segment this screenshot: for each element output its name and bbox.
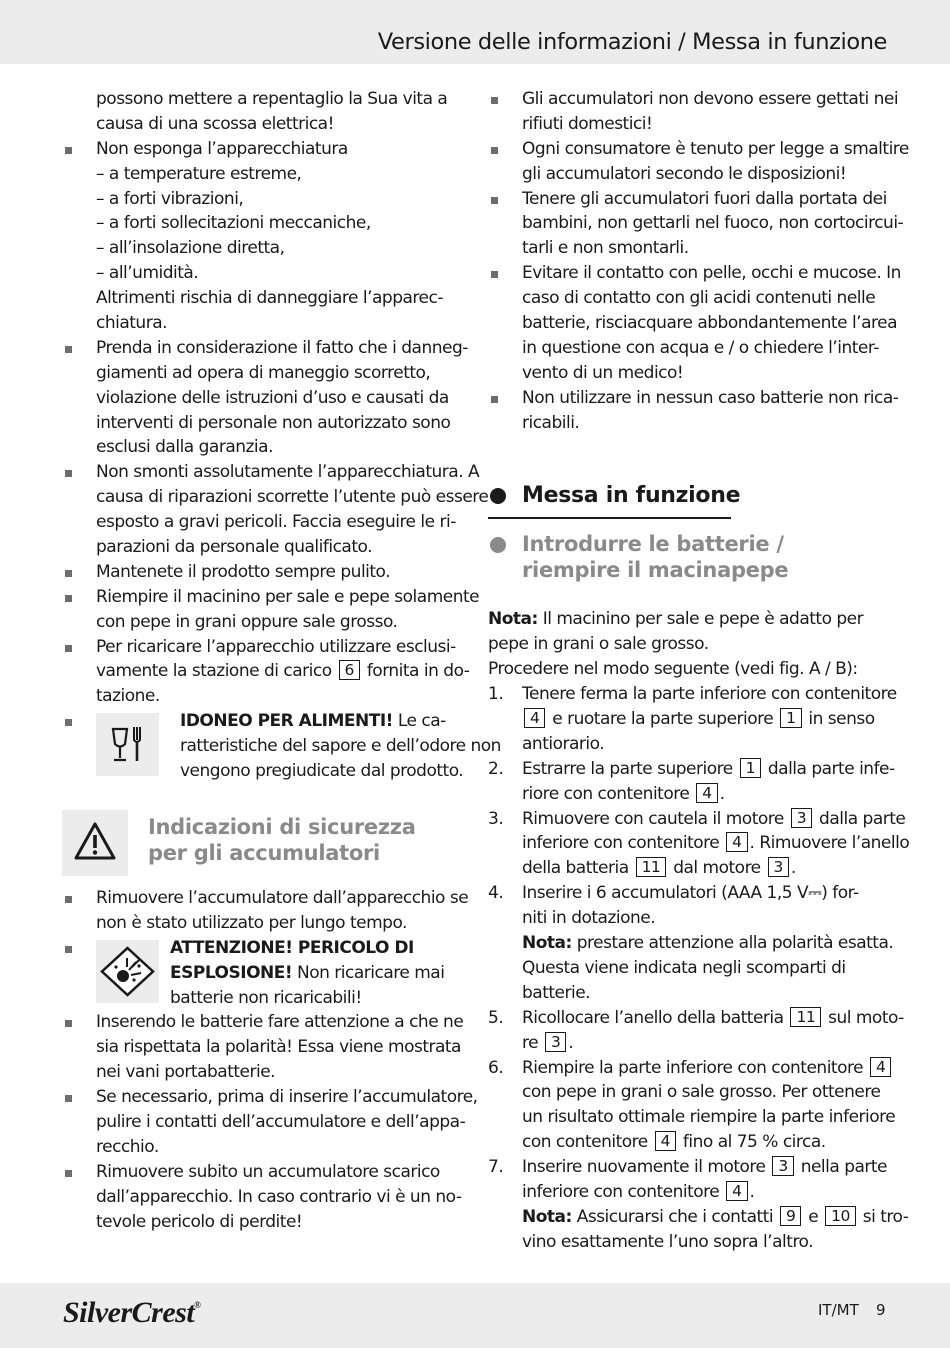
bullet-item: Mantenete il prodotto sempre pulito.	[62, 560, 462, 585]
text-line: Altrimenti rischia di danneggiare l’apparec-	[96, 288, 443, 309]
food-safe-icon	[96, 713, 159, 776]
text-line: tazione.	[96, 686, 160, 707]
text-span: Estrarre la parte superiore	[522, 758, 733, 779]
dash-item: – all’insolazione diretta,	[96, 238, 285, 259]
text-line: ricabili.	[522, 412, 580, 433]
text-span: re	[522, 1032, 539, 1053]
ref-number: 4	[726, 832, 747, 852]
bullet-item: Per ricaricare l’apparecchio utilizzare esclusi-	[62, 635, 462, 660]
ref-number: 1	[740, 758, 761, 778]
step-number: 2.	[488, 758, 504, 779]
text-line: batterie, risciacquare abbondantemente l’area	[522, 313, 897, 334]
bullet-item: Inserendo le batterie fare attenzione a che ne	[62, 1010, 462, 1035]
step-line	[488, 682, 897, 707]
dash-item: – a forti sollecitazioni meccaniche,	[96, 213, 371, 234]
text-line	[180, 709, 501, 734]
warning-triangle-icon	[62, 810, 128, 876]
food-safe-label: IDONEO PER ALIMENTI!	[180, 711, 393, 732]
bullet-item: Gli accumulatori non devono essere gettati nei	[488, 87, 888, 112]
bullet-item: Rimuovere subito un accumulatore scarico	[62, 1160, 462, 1185]
text-span: .	[749, 1181, 755, 1202]
text-span: riore con contenitore	[522, 783, 690, 804]
text-line: Procedere nel modo seguente (vedi fig. A / B):	[488, 659, 858, 680]
text-span: fornita in do-	[366, 661, 470, 682]
heading-bullet	[490, 488, 506, 504]
text-line: ratteristiche del sapore e dell’odore non	[180, 736, 501, 757]
explosion-warning-label: ESPLOSIONE!	[170, 962, 293, 983]
step-line: vino esattamente l’uno sopra l’altro.	[522, 1231, 814, 1252]
text-span: con contenitore	[522, 1132, 648, 1153]
text-line	[62, 659, 470, 684]
ref-number: 3	[791, 808, 812, 828]
text-line: pulire i contatti dell’accumulatore e dell’appa-	[96, 1111, 466, 1132]
text-line: rifiuti domestici!	[522, 113, 653, 134]
brand-logo	[63, 1296, 200, 1330]
ref-number: 4	[726, 1181, 747, 1201]
text-span: .	[790, 858, 796, 879]
text-line: causa di una scossa elettrica!	[96, 113, 334, 134]
ref-number: 3	[772, 1156, 793, 1176]
left-column	[62, 87, 501, 1234]
step-line	[488, 807, 906, 832]
text-line: pepe in grani o sale grosso.	[488, 634, 709, 655]
text-span: inferiore con contenitore	[522, 1181, 720, 1202]
text-span: Il macinino per sale e pepe è adatto per	[542, 609, 864, 630]
step-line: un risultato ottimale riempire la parte inferiore	[522, 1107, 896, 1128]
text-span: Tenere ferma la parte inferiore con contenitore	[522, 684, 897, 705]
text-line: tarli e non smontarli.	[522, 238, 689, 259]
footer-band	[0, 1283, 950, 1348]
text-line: esclusi dalla garanzia.	[96, 437, 273, 458]
text-span: . Rimuovere l’anello	[749, 833, 910, 854]
step-line	[488, 1056, 888, 1081]
text-line: in questione con acqua e / o chiedere l’inter-	[522, 337, 879, 358]
ref-number: 3	[545, 1032, 566, 1052]
step-line: Questa viene indicata negli scomparti di	[522, 957, 846, 978]
bullet-item: Non smonti assolutamente l’apparecchiatura. A	[62, 460, 462, 485]
step-number: 1.	[488, 684, 504, 705]
ref-number: 1	[780, 708, 801, 728]
step-line	[488, 1180, 888, 1205]
section-heading	[488, 481, 888, 511]
note-line	[488, 607, 888, 632]
bullet-item: Evitare il contatto con pelle, occhi e mucose. In	[488, 261, 888, 286]
spacer	[488, 435, 888, 481]
ref-number: 10	[825, 1206, 856, 1226]
step-line	[488, 757, 895, 782]
text-line: bambini, non gettarli nel fuoco, non cortocircui-	[522, 213, 904, 234]
ref-number: 4	[655, 1131, 676, 1151]
header-band	[0, 0, 950, 64]
step-line	[488, 856, 888, 881]
step-line: con pepe in grani o sale grosso. Per ottenere	[522, 1082, 881, 1103]
page-title: Versione delle informazioni / Messa in funzione	[377, 29, 887, 55]
step-line: antiorario.	[522, 733, 605, 754]
ref-number: 9	[780, 1206, 801, 1226]
ref-number: 6	[339, 660, 360, 680]
subsection-heading	[488, 531, 888, 583]
spacer	[488, 583, 888, 607]
note-label: Nota:	[522, 1206, 572, 1227]
text-line: caso di contatto con gli acidi contenuti nelle	[522, 288, 876, 309]
heading-line: Introdurre le batterie /	[522, 532, 784, 557]
text-line: gli accumulatori secondo le disposizioni!	[522, 163, 847, 184]
text-line	[170, 961, 444, 986]
text-span: Inserire nuovamente il motore	[522, 1157, 766, 1178]
spacer	[62, 784, 462, 796]
step-line	[488, 881, 888, 906]
step-line: batterie.	[522, 982, 591, 1003]
text-span: vamente la stazione di carico	[96, 661, 332, 682]
text-span: prestare attenzione alla polarità esatta.	[576, 933, 894, 954]
text-line: non è stato utilizzato per lungo tempo.	[96, 912, 407, 933]
text-line: possono mettere a repentaglio la Sua vita a	[96, 89, 448, 109]
text-span: Ricollocare l’anello della batteria	[522, 1007, 784, 1028]
text-span: e ruotare la parte superiore	[552, 709, 774, 730]
text-span: Inserire i 6 accumulatori (AAA 1,5 V	[522, 883, 809, 904]
heading-line: riempire il macinapepe	[522, 558, 789, 583]
text-line: con pepe in grani oppure sale grosso.	[96, 611, 398, 632]
text-line: esposto a gravi pericoli. Faccia eseguire le ri-	[96, 512, 456, 533]
text-span: si tro-	[862, 1206, 909, 1227]
text-line: interventi di personale non autorizzato sono	[96, 412, 451, 433]
text-span: .	[719, 783, 725, 804]
explosion-warning-icon	[96, 940, 159, 1003]
explosion-warning-label: ATTENZIONE! PERICOLO DI	[170, 937, 414, 958]
heading-line: Indicazioni di sicurezza	[148, 814, 416, 839]
step-line	[488, 831, 910, 856]
text-span: nella parte	[800, 1157, 888, 1178]
text-span: dalla parte infe-	[767, 758, 895, 779]
dash-item: – all’umidità.	[96, 263, 199, 284]
text-line: causa di riparazioni scorrette l’utente può essere	[96, 487, 489, 508]
page-number: 9	[876, 1301, 886, 1319]
heading-bullet	[490, 537, 506, 553]
text-line: tevole pericolo di perdite!	[96, 1211, 303, 1232]
language-code: IT/MT	[818, 1301, 859, 1319]
registered-mark: ®	[194, 1300, 201, 1310]
step-line	[488, 931, 894, 956]
step-line	[488, 1006, 904, 1031]
dash-item: – a forti vibrazioni,	[96, 188, 244, 209]
step-line	[488, 707, 888, 732]
dash-item: – a temperature estreme,	[96, 163, 302, 184]
text-line: vento di un medico!	[522, 362, 684, 383]
heading-line: per gli accumulatori	[148, 840, 380, 865]
bullet-item: Riempire il macinino per sale e pepe solamente	[62, 585, 462, 610]
text-span: fino al 75 % circa.	[682, 1132, 826, 1153]
step-line	[488, 1031, 888, 1056]
text-span: Riempire la parte inferiore con contenitore	[522, 1057, 864, 1078]
text-line: batterie non ricaricabili!	[170, 987, 362, 1008]
food-safe-item	[62, 709, 501, 784]
safety-heading-text	[148, 814, 416, 866]
bullet-item: Non esponga l’apparecchiatura	[62, 137, 462, 162]
text-span: dal motore	[673, 858, 761, 879]
safety-section-heading	[62, 810, 462, 886]
heading-underline	[488, 517, 731, 519]
step-line	[488, 1130, 888, 1155]
step-number: 4.	[488, 883, 504, 904]
text-span: inferiore con contenitore	[522, 833, 720, 854]
ref-number: 11	[790, 1007, 821, 1027]
text-line: violazione delle istruzioni d’uso e causati da	[96, 387, 449, 408]
text-span: Rimuovere con cautela il motore	[522, 808, 784, 829]
text-span: .	[568, 1032, 574, 1053]
text-line: giamenti ad opera di maneggio scorretto,	[96, 362, 431, 383]
step-number: 3.	[488, 808, 504, 829]
text-span: dalla parte	[819, 808, 906, 829]
text-line: dall’apparecchio. In caso contrario vi è un no-	[96, 1186, 462, 1207]
text-line: chiatura.	[96, 313, 168, 334]
text-line: vengono pregiudicate dal prodotto.	[180, 761, 464, 782]
step-line	[488, 782, 888, 807]
brand-name: SilverCrest	[63, 1296, 195, 1329]
note-label: Nota:	[522, 933, 572, 954]
step-number: 7.	[488, 1157, 504, 1178]
bullet-item: Tenere gli accumulatori fuori dalla portata dei	[488, 187, 888, 212]
bullet-item: Ogni consumatore è tenuto per legge a smaltire	[488, 137, 888, 162]
ref-number: 4	[870, 1057, 891, 1077]
text-line: parazioni da personale qualificato.	[96, 537, 373, 558]
ref-number: 3	[768, 857, 789, 877]
note-label: Nota:	[488, 609, 538, 630]
step-line	[488, 1205, 909, 1230]
step-line	[488, 1155, 888, 1180]
section-heading-text: Messa in funzione	[522, 483, 741, 509]
text-span: Non ricaricare mai	[297, 962, 445, 983]
right-column	[488, 87, 910, 1255]
text-span: Le ca-	[397, 711, 446, 732]
bullet-item: Non utilizzare in nessun caso batterie non rica-	[488, 386, 888, 411]
text-span: ) for-	[821, 883, 859, 904]
text-line: nei vani portabatterie.	[96, 1062, 276, 1083]
explosion-warning-text	[170, 936, 444, 1011]
food-safe-text	[180, 709, 501, 784]
text-span: della batteria	[522, 858, 629, 879]
ref-number: 4	[524, 708, 545, 728]
text-span: in senso	[808, 709, 875, 730]
step-number: 6.	[488, 1057, 504, 1078]
spacer	[62, 796, 462, 808]
text-span: Assicurarsi che i contatti	[576, 1206, 774, 1227]
spacer	[488, 511, 888, 531]
explosion-warning-item	[62, 936, 462, 1011]
bullet-item: Se necessario, prima di inserire l’accumulatore,	[62, 1085, 462, 1110]
step-line: niti in dotazione.	[522, 908, 656, 929]
bullet-item: Rimuovere l’accumulatore dall’apparecchio se	[62, 886, 462, 911]
ref-number: 4	[696, 783, 717, 803]
ref-number: 11	[636, 857, 667, 877]
text-span: e	[808, 1206, 819, 1227]
text-line: sia rispettata la polarità! Essa viene mostrata	[96, 1037, 461, 1058]
text-line: recchio.	[96, 1136, 159, 1157]
dc-symbol: ⎓	[808, 883, 822, 904]
step-number: 5.	[488, 1007, 504, 1028]
text-span: sul moto-	[828, 1007, 904, 1028]
bullet-item: Prenda in considerazione il fatto che i danneg-	[62, 336, 462, 361]
